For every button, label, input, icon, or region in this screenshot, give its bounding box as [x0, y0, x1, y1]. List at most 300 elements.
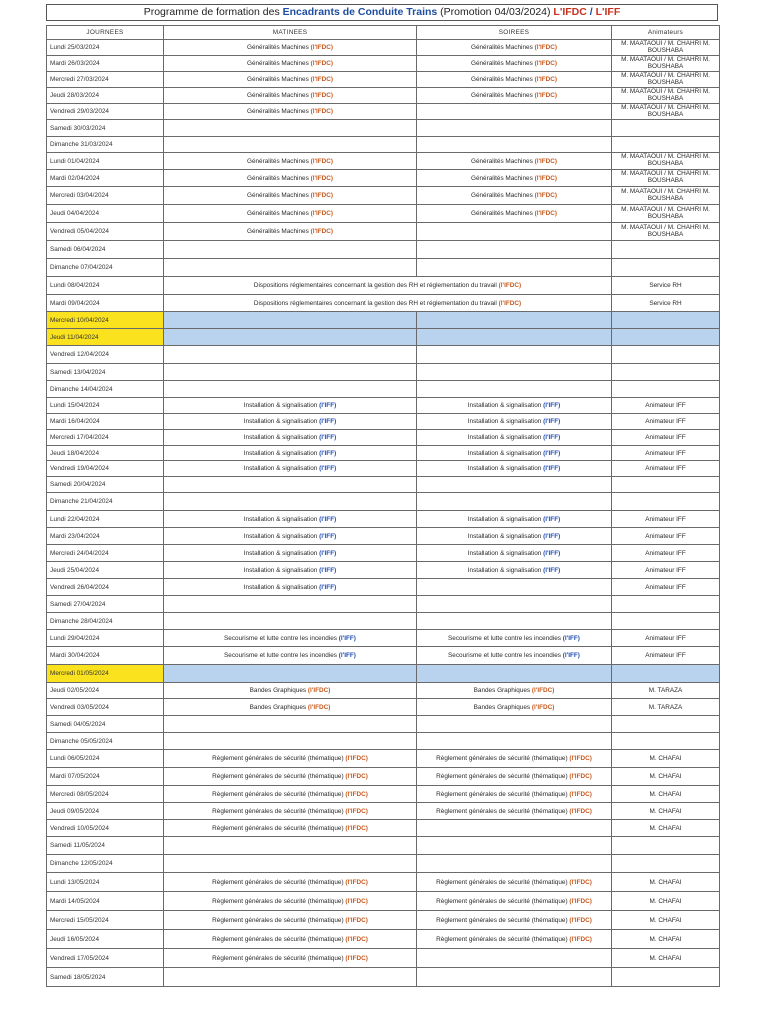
ifdc-tag: (l'IFDC) — [345, 755, 368, 762]
soiree-cell — [417, 820, 612, 837]
soiree-cell — [417, 647, 612, 665]
ifdc-tag: (l'IFDC) — [310, 108, 334, 115]
soiree-cell — [417, 949, 612, 968]
table-row — [47, 120, 720, 137]
session-title: Installation & signalisation — [467, 549, 542, 557]
soiree-cell — [417, 137, 612, 153]
day-cell: Mardi 07/05/2024 — [47, 768, 164, 786]
animateur-cell — [612, 733, 720, 750]
ifdc-tag: (l'IFDC) — [310, 44, 334, 51]
animateur-cell: Service RH — [612, 295, 720, 312]
matinee-cell — [164, 329, 417, 346]
table-row — [47, 545, 720, 562]
soiree-cell — [417, 223, 612, 241]
soiree-cell — [417, 873, 612, 892]
session-title: Règlement générales de sécurité (thématique) — [436, 755, 568, 762]
matinee-cell — [164, 837, 417, 855]
table-row — [47, 40, 720, 56]
soiree-cell — [417, 40, 612, 56]
soiree-cell — [417, 346, 612, 364]
day-cell: Lundi 06/05/2024 — [47, 750, 164, 768]
session-title: Généralités Machines — [470, 210, 533, 217]
day-cell: Vendredi 29/03/2024 — [47, 104, 164, 120]
day-cell: Mercredi 15/05/2024 — [47, 911, 164, 930]
animateur-cell — [612, 241, 720, 259]
table-row — [47, 968, 720, 987]
animateur-cell: M. MAATAOUI / M. CHAHRI M. BOUSHABA — [612, 72, 720, 88]
soiree-cell — [417, 911, 612, 930]
matinee-cell — [164, 170, 417, 187]
table-row — [47, 104, 720, 120]
session-title: Généralités Machines — [246, 210, 309, 217]
table-row — [47, 329, 720, 346]
header-journees: JOURNEES — [47, 26, 164, 40]
animateur-cell: M. CHAFAI — [612, 892, 720, 911]
session-title: Installation & signalisation — [243, 418, 318, 425]
table-row — [47, 579, 720, 596]
day-cell: Jeudi 18/04/2024 — [47, 446, 164, 461]
ifdc-tag: (l'IFDC) — [534, 92, 558, 99]
animateur-cell — [612, 312, 720, 329]
matinee-cell — [164, 733, 417, 750]
session-title: Installation & signalisation — [243, 583, 318, 591]
day-cell: Mercredi 01/05/2024 — [47, 665, 164, 683]
table-row — [47, 241, 720, 259]
soiree-cell — [417, 312, 612, 329]
day-cell: Vendredi 03/05/2024 — [47, 699, 164, 716]
animateur-cell: Animateur IFF — [612, 398, 720, 414]
matinee-cell — [164, 205, 417, 223]
soiree-cell — [417, 750, 612, 768]
day-cell: Dimanche 21/04/2024 — [47, 493, 164, 511]
table-row — [47, 446, 720, 461]
table-row — [47, 493, 720, 511]
session-title: Installation & signalisation — [243, 515, 318, 523]
title-part-3: (Promotion 04/03/2024) — [440, 6, 551, 18]
day-cell: Lundi 01/04/2024 — [47, 153, 164, 170]
session-title: Généralités Machines — [246, 228, 309, 235]
day-cell: Mercredi 08/05/2024 — [47, 786, 164, 803]
table-row — [47, 137, 720, 153]
animateur-cell — [612, 596, 720, 613]
iff-tag: (l'IFF) — [543, 465, 561, 472]
ifdc-tag: (l'IFDC) — [307, 687, 331, 694]
animateur-cell — [612, 493, 720, 511]
animateur-cell: M. TARAZA — [612, 683, 720, 699]
animateur-cell: Animateur IFF — [612, 630, 720, 647]
iff-tag: (l'IFF) — [543, 532, 561, 540]
iff-tag: (l'IFF) — [319, 449, 337, 457]
soiree-cell — [417, 892, 612, 911]
matinee-cell — [164, 493, 417, 511]
session-title: Généralités Machines — [246, 108, 309, 115]
soiree-cell — [417, 528, 612, 545]
soiree-cell — [417, 716, 612, 733]
matinee-cell — [164, 104, 417, 120]
table-row — [47, 613, 720, 630]
table-row — [47, 88, 720, 104]
matinee-cell — [164, 892, 417, 911]
soiree-cell — [417, 205, 612, 223]
animateur-cell — [612, 837, 720, 855]
soiree-cell — [417, 461, 612, 477]
iff-tag: (l'IFF) — [338, 652, 356, 659]
soiree-cell — [417, 579, 612, 596]
session-title: Installation & signalisation — [243, 434, 318, 441]
day-cell: Dimanche 14/04/2024 — [47, 381, 164, 398]
table-row — [47, 892, 720, 911]
matinee-cell — [164, 873, 417, 892]
session-title: Installation & signalisation — [467, 449, 542, 457]
matinee-cell — [164, 750, 417, 768]
ifdc-tag: (l'IFDC) — [310, 210, 334, 217]
header-matinees: MATINEES — [164, 26, 417, 40]
matinee-cell — [164, 223, 417, 241]
soiree-cell — [417, 562, 612, 579]
table-row — [47, 259, 720, 277]
day-cell: Mardi 23/04/2024 — [47, 528, 164, 545]
ifdc-tag: (l'IFDC) — [310, 92, 334, 99]
animateur-cell — [612, 855, 720, 873]
day-cell: Mercredi 17/04/2024 — [47, 430, 164, 446]
table-row — [47, 477, 720, 493]
session-span-cell — [164, 277, 612, 295]
title-part-2: Encadrants de Conduite Trains — [282, 6, 438, 18]
session-title: Installation & signalisation — [243, 465, 318, 472]
matinee-cell — [164, 56, 417, 72]
ifdc-tag: (l'IFDC) — [531, 703, 555, 711]
matinee-cell — [164, 647, 417, 665]
session-title: Généralités Machines — [470, 60, 533, 67]
day-cell: Samedi 04/05/2024 — [47, 716, 164, 733]
matinee-cell — [164, 511, 417, 528]
ifdc-tag: (l'IFDC) — [310, 228, 334, 235]
soiree-cell — [417, 170, 612, 187]
session-title: Secourisme et lutte contre les incendies — [224, 634, 338, 642]
table-row — [47, 820, 720, 837]
matinee-cell — [164, 699, 417, 716]
day-cell: Jeudi 09/05/2024 — [47, 803, 164, 820]
session-title: Règlement générales de sécurité (thématique) — [212, 916, 344, 924]
soiree-cell — [417, 511, 612, 528]
matinee-cell — [164, 665, 417, 683]
soiree-cell — [417, 803, 612, 820]
table-row — [47, 647, 720, 665]
day-cell: Dimanche 05/05/2024 — [47, 733, 164, 750]
session-title: Généralités Machines — [470, 76, 533, 83]
ifdc-tag: (l'IFDC) — [310, 192, 334, 199]
session-title: Règlement générales de sécurité (thématique) — [212, 807, 344, 815]
matinee-cell — [164, 414, 417, 430]
table-row — [47, 733, 720, 750]
ifdc-tag: (l'IFDC) — [498, 299, 522, 307]
table-row — [47, 528, 720, 545]
session-title: Généralités Machines — [246, 174, 309, 182]
ifdc-tag: (l'IFDC) — [569, 916, 592, 924]
iff-tag: (l'IFF) — [338, 634, 356, 642]
iff-tag: (l'IFF) — [543, 418, 561, 425]
day-cell: Vendredi 10/05/2024 — [47, 820, 164, 837]
session-title: Secourisme et lutte contre les incendies — [224, 652, 338, 659]
table-row — [47, 683, 720, 699]
session-title: Installation & signalisation — [467, 532, 542, 540]
matinee-cell — [164, 259, 417, 277]
header-animateurs: Animateurs — [612, 26, 720, 40]
day-cell: Jeudi 28/03/2024 — [47, 88, 164, 104]
day-cell: Samedi 18/05/2024 — [47, 968, 164, 987]
matinee-cell — [164, 153, 417, 170]
table-row — [47, 295, 720, 312]
soiree-cell — [417, 259, 612, 277]
session-title: Bandes Graphiques — [473, 687, 531, 694]
animateur-cell: M. MAATAOUI / M. CHAHRI M. BOUSHABA — [612, 40, 720, 56]
ifdc-tag: (l'IFDC) — [498, 282, 522, 289]
soiree-cell — [417, 596, 612, 613]
document-title — [46, 4, 718, 21]
animateur-cell: Animateur IFF — [612, 461, 720, 477]
animateur-cell: M. TARAZA — [612, 699, 720, 716]
matinee-cell — [164, 716, 417, 733]
ifdc-tag: (l'IFDC) — [307, 703, 331, 711]
session-title: Secourisme et lutte contre les incendies — [448, 652, 562, 659]
day-cell: Lundi 25/03/2024 — [47, 40, 164, 56]
soiree-cell — [417, 493, 612, 511]
soiree-cell — [417, 733, 612, 750]
table-row — [47, 786, 720, 803]
session-title: Règlement générales de sécurité (thématique) — [436, 790, 568, 798]
animateur-cell: M. MAATAOUI / M. CHAHRI M. BOUSHABA — [612, 56, 720, 72]
matinee-cell — [164, 312, 417, 329]
day-cell: Mardi 09/04/2024 — [47, 295, 164, 312]
animateur-cell: M. MAATAOUI / M. CHAHRI M. BOUSHABA — [612, 153, 720, 170]
iff-tag: (l'IFF) — [319, 465, 337, 472]
animateur-cell: Service RH — [612, 277, 720, 295]
day-cell: Mercredi 24/04/2024 — [47, 545, 164, 562]
day-cell: Lundi 15/04/2024 — [47, 398, 164, 414]
ifdc-tag: (l'IFDC) — [310, 174, 334, 182]
soiree-cell — [417, 665, 612, 683]
day-cell: Jeudi 04/04/2024 — [47, 205, 164, 223]
soiree-cell — [417, 414, 612, 430]
matinee-cell — [164, 398, 417, 414]
header-soirees: SOIREES — [417, 26, 612, 40]
soiree-cell — [417, 120, 612, 137]
table-row — [47, 364, 720, 381]
iff-tag: (l'IFF) — [319, 418, 337, 425]
ifdc-tag: (l'IFDC) — [569, 790, 592, 798]
session-title: Généralités Machines — [246, 92, 309, 99]
soiree-cell — [417, 187, 612, 205]
matinee-cell — [164, 968, 417, 987]
ifdc-tag: (l'IFDC) — [310, 157, 334, 165]
day-cell: Mardi 02/04/2024 — [47, 170, 164, 187]
animateur-cell: M. MAATAOUI / M. CHAHRI M. BOUSHABA — [612, 223, 720, 241]
session-title: Bandes Graphiques — [249, 687, 307, 694]
matinee-cell — [164, 346, 417, 364]
ifdc-tag: (l'IFDC) — [569, 935, 592, 943]
day-cell: Vendredi 12/04/2024 — [47, 346, 164, 364]
iff-tag: (l'IFF) — [543, 402, 561, 409]
table-row — [47, 911, 720, 930]
day-cell: Lundi 08/04/2024 — [47, 277, 164, 295]
table-row — [47, 716, 720, 733]
day-cell: Dimanche 28/04/2024 — [47, 613, 164, 630]
iff-tag: (l'IFF) — [543, 515, 561, 523]
animateur-cell: M. MAATAOUI / M. CHAHRI M. BOUSHABA — [612, 170, 720, 187]
soiree-cell — [417, 153, 612, 170]
animateur-cell: Animateur IFF — [612, 430, 720, 446]
matinee-cell — [164, 364, 417, 381]
iff-tag: (l'IFF) — [319, 532, 337, 540]
animateur-cell — [612, 259, 720, 277]
iff-tag: (l'IFF) — [319, 515, 337, 523]
animateur-cell: Animateur IFF — [612, 647, 720, 665]
iff-tag: (l'IFF) — [319, 583, 337, 591]
matinee-cell — [164, 88, 417, 104]
table-row — [47, 949, 720, 968]
table-row — [47, 205, 720, 223]
animateur-cell: Animateur IFF — [612, 562, 720, 579]
soiree-cell — [417, 241, 612, 259]
iff-tag: (l'IFF) — [319, 549, 337, 557]
session-title: Installation & signalisation — [243, 402, 318, 409]
day-cell: Lundi 22/04/2024 — [47, 511, 164, 528]
soiree-cell — [417, 545, 612, 562]
soiree-cell — [417, 72, 612, 88]
soiree-cell — [417, 329, 612, 346]
animateur-cell: M. CHAFAI — [612, 930, 720, 949]
session-title: Généralités Machines — [246, 76, 309, 83]
matinee-cell — [164, 545, 417, 562]
table-row — [47, 562, 720, 579]
animateur-cell — [612, 613, 720, 630]
table-row — [47, 223, 720, 241]
matinee-cell — [164, 613, 417, 630]
matinee-cell — [164, 579, 417, 596]
day-cell: Jeudi 16/05/2024 — [47, 930, 164, 949]
session-title: Installation & signalisation — [467, 465, 542, 472]
table-row — [47, 277, 720, 295]
table-row — [47, 346, 720, 364]
title-part-1: Programme de formation des — [143, 6, 280, 18]
ifdc-tag: (l'IFDC) — [310, 60, 334, 67]
soiree-cell — [417, 683, 612, 699]
matinee-cell — [164, 477, 417, 493]
table-row — [47, 768, 720, 786]
animateur-cell: M. CHAFAI — [612, 803, 720, 820]
soiree-cell — [417, 381, 612, 398]
animateur-cell: M. MAATAOUI / M. CHAHRI M. BOUSHABA — [612, 104, 720, 120]
animateur-cell: M. CHAFAI — [612, 949, 720, 968]
ifdc-tag: (l'IFDC) — [345, 935, 368, 943]
animateur-cell: M. MAATAOUI / M. CHAHRI M. BOUSHABA — [612, 187, 720, 205]
ifdc-tag: (l'IFDC) — [345, 807, 368, 815]
table-row — [47, 312, 720, 329]
session-title: Installation & signalisation — [467, 418, 542, 425]
soiree-cell — [417, 930, 612, 949]
ifdc-tag: (l'IFDC) — [345, 773, 368, 780]
session-title: Règlement générales de sécurité (thématique) — [212, 824, 344, 832]
animateur-cell: Animateur IFF — [612, 414, 720, 430]
matinee-cell — [164, 596, 417, 613]
animateur-cell: Animateur IFF — [612, 446, 720, 461]
session-title: Règlement générales de sécurité (thématique) — [436, 773, 568, 780]
day-cell: Dimanche 07/04/2024 — [47, 259, 164, 277]
day-cell: Jeudi 02/05/2024 — [47, 683, 164, 699]
session-title: Généralités Machines — [246, 44, 309, 51]
iff-tag: (l'IFF) — [543, 434, 561, 441]
soiree-cell — [417, 699, 612, 716]
day-cell: Samedi 11/05/2024 — [47, 837, 164, 855]
animateur-cell — [612, 716, 720, 733]
animateur-cell: M. CHAFAI — [612, 768, 720, 786]
ifdc-tag: (l'IFDC) — [345, 790, 368, 798]
day-cell: Vendredi 19/04/2024 — [47, 461, 164, 477]
day-cell: Mardi 26/03/2024 — [47, 56, 164, 72]
day-cell: Samedi 27/04/2024 — [47, 596, 164, 613]
day-cell: Lundi 13/05/2024 — [47, 873, 164, 892]
session-title: Règlement générales de sécurité (thématique) — [436, 935, 568, 943]
session-title: Installation & signalisation — [243, 566, 318, 574]
header-row — [47, 26, 720, 40]
session-title: Bandes Graphiques — [473, 703, 531, 711]
ifdc-tag: (l'IFDC) — [534, 210, 558, 217]
table-row — [47, 855, 720, 873]
iff-tag: (l'IFF) — [543, 449, 561, 457]
table-row — [47, 630, 720, 647]
table-row — [47, 596, 720, 613]
table-row — [47, 665, 720, 683]
table-row — [47, 414, 720, 430]
matinee-cell — [164, 820, 417, 837]
table-row — [47, 430, 720, 446]
table-row — [47, 699, 720, 716]
title-part-5: L'IFF — [595, 6, 621, 18]
day-cell: Samedi 13/04/2024 — [47, 364, 164, 381]
matinee-cell — [164, 461, 417, 477]
table-row — [47, 398, 720, 414]
matinee-cell — [164, 949, 417, 968]
day-cell: Mardi 14/05/2024 — [47, 892, 164, 911]
matinee-cell — [164, 683, 417, 699]
animateur-cell: Animateur IFF — [612, 511, 720, 528]
table-row — [47, 72, 720, 88]
ifdc-tag: (l'IFDC) — [310, 76, 334, 83]
session-title: Installation & signalisation — [467, 402, 542, 409]
ifdc-tag: (l'IFDC) — [534, 174, 558, 182]
matinee-cell — [164, 72, 417, 88]
animateur-cell — [612, 968, 720, 987]
title-part-4: L'IFDC — [553, 6, 587, 18]
soiree-cell — [417, 446, 612, 461]
animateur-cell — [612, 120, 720, 137]
ifdc-tag: (l'IFDC) — [345, 916, 368, 924]
ifdc-tag: (l'IFDC) — [569, 773, 592, 780]
session-title: Règlement générales de sécurité (thématique) — [436, 807, 568, 815]
day-cell: Dimanche 31/03/2024 — [47, 137, 164, 153]
day-cell: Mercredi 03/04/2024 — [47, 187, 164, 205]
animateur-cell: M. CHAFAI — [612, 911, 720, 930]
animateur-cell: M. MAATAOUI / M. CHAHRI M. BOUSHABA — [612, 205, 720, 223]
matinee-cell — [164, 911, 417, 930]
table-row — [47, 461, 720, 477]
session-span-cell — [164, 295, 612, 312]
animateur-cell — [612, 381, 720, 398]
iff-tag: (l'IFF) — [562, 652, 580, 659]
soiree-cell — [417, 837, 612, 855]
matinee-cell — [164, 430, 417, 446]
table-row — [47, 153, 720, 170]
